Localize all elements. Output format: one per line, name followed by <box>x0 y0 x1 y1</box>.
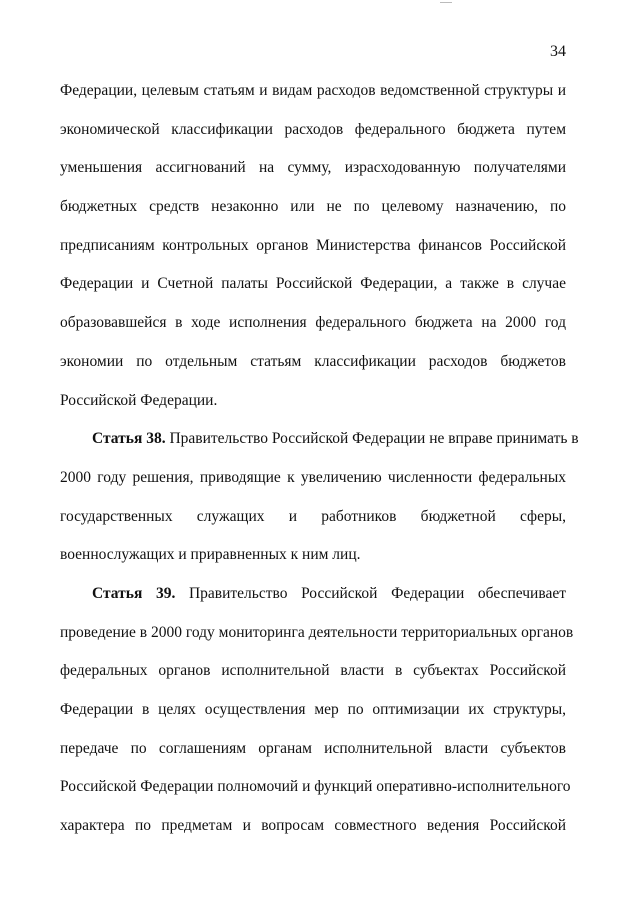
paragraph-line: передаче по соглашениям органам исполнительной власти субъектов <box>60 739 566 757</box>
article-39-heading: Статья 39. <box>92 584 176 602</box>
paragraph-line: образовавшейся в ходе исполнения федерального бюджета на 2000 год <box>60 314 566 332</box>
document-body <box>60 72 579 846</box>
paragraph-line: военнослужащих и приравненных к ним лиц. <box>60 546 361 564</box>
paragraph-line: бюджетных средств незаконно или не по целевому назначению, по <box>60 198 566 216</box>
paragraph-line: Федерации в целях осуществления мер по оптимизации их структуры, <box>60 701 566 718</box>
paragraph-line: федеральных органов исполнительной власти в субъектах Российской <box>60 662 566 680</box>
paragraph-line: Федерации и Счетной палаты Российской Федерации, а также в случае <box>60 275 566 293</box>
article-38-heading: Статья 38. <box>92 430 166 448</box>
paragraph-line: экономической классификации расходов федерального бюджета путем <box>60 120 566 138</box>
paragraph-line: уменьшения ассигнований на сумму, израсходованную получателями <box>60 159 566 177</box>
paragraph-line: Федерации, целевым статьям и видам расходов ведомственной структуры и <box>60 82 566 99</box>
paragraph-line: Российской Федерации. <box>60 391 218 409</box>
article-38-first-line <box>60 420 579 459</box>
scan-mark <box>440 2 452 3</box>
paragraph-line: предписаниям контрольных органов Министерства финансов Российской <box>60 236 566 254</box>
paragraph-line: Российской Федерации полномочий и функций оперативно-исполнительного <box>60 778 571 796</box>
article-39-first-line <box>60 575 566 614</box>
page-number: 34 <box>550 43 566 60</box>
paragraph-line: проведение в 2000 году мониторинга деятельности территориальных органов <box>60 623 574 641</box>
article-39-text: Правительство Российской Федерации обеспечивает <box>175 584 566 602</box>
paragraph-line: экономии по отдельным статьям классификации расходов бюджетов <box>60 352 566 370</box>
article-38-text: Правительство Российской Федерации не вправе принимать в <box>165 430 579 448</box>
paragraph-line: 2000 году решения, приводящие к увеличению численности федеральных <box>60 468 566 486</box>
paragraph-line: государственных служащих и работников бюджетной сферы, <box>60 507 566 525</box>
paragraph-line: характера по предметам и вопросам совместного ведения Российской <box>60 817 566 835</box>
